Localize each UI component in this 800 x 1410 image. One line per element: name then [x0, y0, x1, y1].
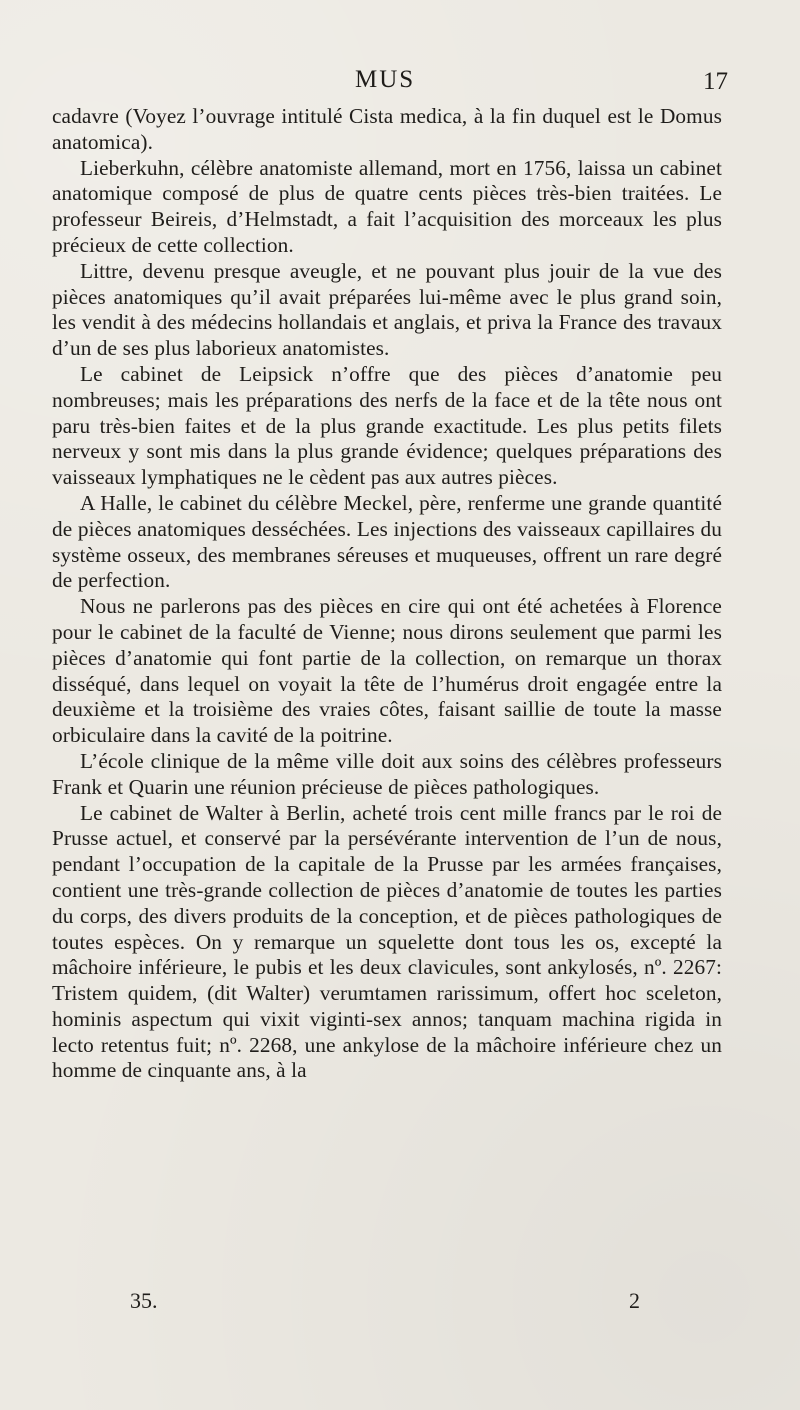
paragraph-5: A Halle, le cabinet du célèbre Meckel, père, renferme une grande quantité de pièces anatomiques desséchées. Les injections des vaisseaux capillaires du système osseux, des membranes séreuses et muqueuses, offrent un rare degré de perfection. [52, 490, 722, 593]
paragraph-3: Littre, devenu presque aveugle, et ne pouvant plus jouir de la vue des pièces anatomiques qu’il avait préparées lui-même avec le plus grand soin, les vendit à des médecins hollandais et anglais, et priva la France des travaux d’un de ses plus laborieux anatomistes. [52, 258, 722, 361]
running-head [52, 66, 728, 100]
paragraph-8: Le cabinet de Walter à Berlin, acheté trois cent mille francs par le roi de Prusse actuel, et conservé par la persévérante intervention de l’un de nous, pendant l’occupation de la capitale de la Prusse par les armées françaises, contient une très-grande collection de pièces d’anatomie de toutes les parties du corps, des divers produits de la conception, et de pièces pathologiques de toutes espèces. On y remarque un squelette dont tous les os, excepté la mâchoire inférieure, le pubis et les deux clavicules, sont ankylosés, nº. 2267: Tristem quidem, (dit Walter) verumtamen rarissimum, offert hoc sceleton, hominis aspectum qui vixit viginti-sex annos; tanquam machina rigida in lecto retentus fuit; nº. 2268, une ankylose de la mâchoire inférieure chez un homme de cinquante ans, à la [52, 800, 722, 1083]
page-footer [130, 1288, 640, 1316]
paragraph-1: cadavre (Voyez l’ouvrage intitulé Cista medica, à la fin duquel est le Domus anatomica). [52, 104, 722, 154]
text-body [52, 104, 722, 1084]
paragraph-2: Lieberkuhn, célèbre anatomiste allemand, mort en 1756, laissa un cabinet anatomique composé de plus de quatre cents pièces très-bien traitées. Le professeur Beireis, d’Helmstadt, a fait l’acquisition des morceaux les plus précieux de cette collection. [52, 155, 722, 257]
paragraph-4: Le cabinet de Leipsick n’offre que des pièces d’anatomie peu nombreuses; mais les préparations des nerfs de la face et de la tête nous ont paru très-bien faites et de la plus grande exactitude. Les plus petits filets nerveux y sont mis dans la plus grande évidence; quelques préparations des vaisseaux lymphatiques ne le cèdent pas aux autres pièces. [52, 361, 722, 490]
paragraph-7: L’école clinique de la même ville doit aux soins des célèbres professeurs Frank et Quarin une réunion précieuse de pièces pathologiques. [52, 748, 722, 799]
sheet-number: 2 [629, 1288, 640, 1313]
page-number: 17 [703, 68, 728, 95]
signature-mark: 35. [130, 1288, 158, 1313]
running-head-title: MUS [355, 66, 416, 93]
paragraph-6: Nous ne parlerons pas des pièces en cire qui ont été achetées à Florence pour le cabinet de la faculté de Vienne; nous dirons seulement que parmi les pièces d’anatomie qui font partie de la collection, on remarque un thorax disséqué, dans lequel on voyait la tête de l’humérus droit engagée entre la deuxième et la troisième des vraies côtes, faisant saillie de toute la masse orbiculaire dans la cavité de la poitrine. [52, 594, 722, 748]
